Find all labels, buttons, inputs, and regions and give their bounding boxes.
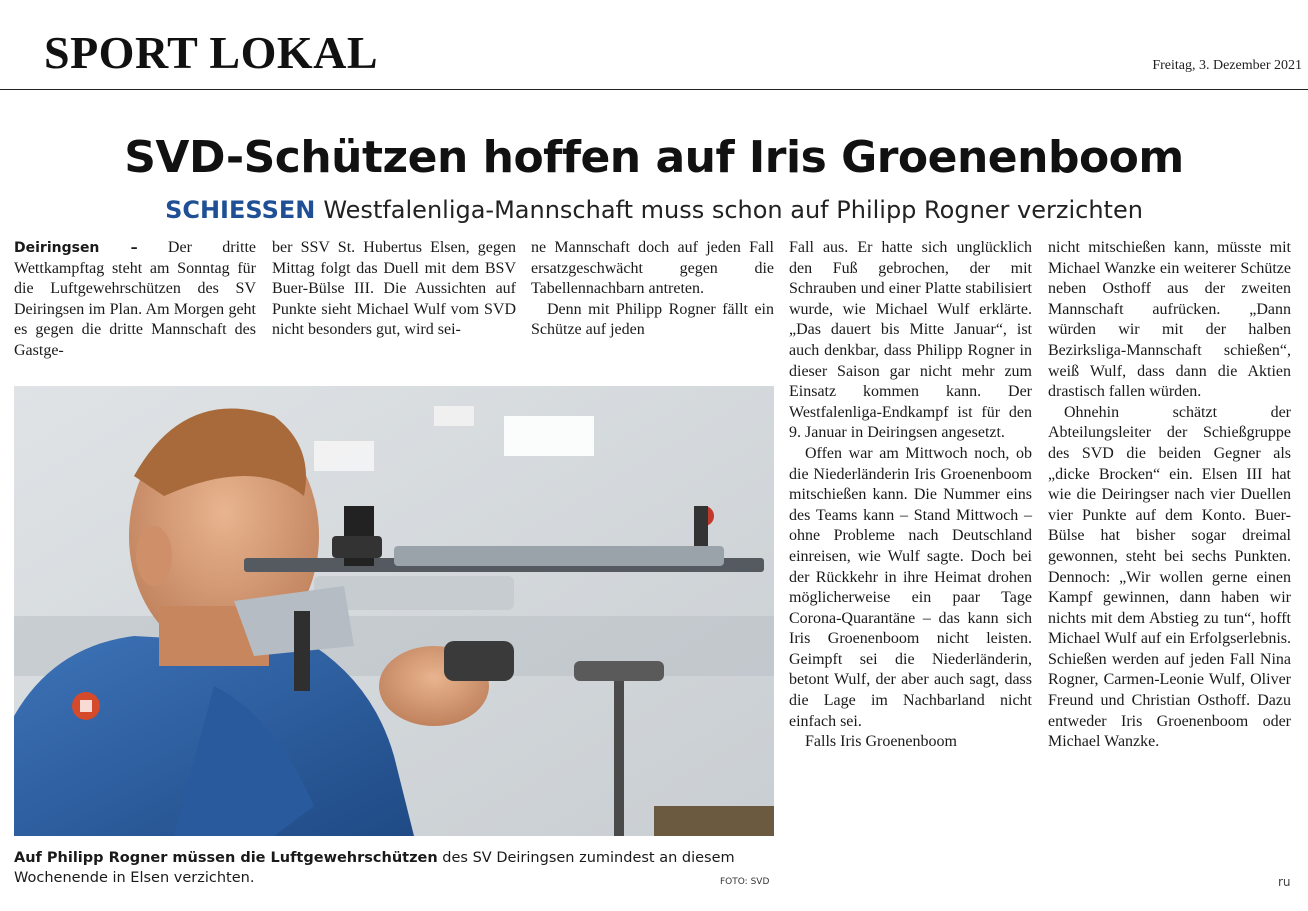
article-column-5	[1048, 238, 1291, 753]
kicker: SCHIESSEN	[165, 196, 316, 224]
paragraph: ne Mannschaft doch auf jeden Fall ersatzgeschwächt gegen die Tabellennachbarn antreten.	[531, 239, 774, 298]
headline: SVD-Schützen hoffen auf Iris Groenenboom	[124, 132, 1184, 183]
dateline: Deiringsen –	[14, 240, 138, 256]
author-initials: ru	[1278, 875, 1291, 889]
caption-bold: Auf Philipp Rogner müssen die Luftgewehrschützen	[14, 850, 438, 866]
lead-text: Der dritte Wettkampftag steht am Sonntag für die Luftgewehrschützen des SV Deiringsen im Plan. Am Morgen geht es gegen die dritte Mannschaft des Gastge-	[14, 239, 257, 359]
issue-date: Freitag, 3. Dezember 2021	[1152, 58, 1302, 73]
photo-caption	[14, 848, 774, 888]
paragraph: nicht mitschießen kann, müsste mit Michael Wanzke ein weiterer Schütze neben Osthoff aus der zweiten Mannschaft aufrücken. „Dann würden wir mit der halben Bezirksliga-Mannschaft schießen“, weiß Wulf, dass dann die Aktien drastisch fallen würden.	[1048, 239, 1291, 401]
subheadline-line	[0, 196, 1308, 224]
paragraph: ber SSV St. Hubertus Elsen, gegen Mittag folgt das Duell mit dem BSV Buer-Bülse III. Die Aussichten auf Punkte sieht Michael Wulf vom SVD nicht besonders gut, wird sei-	[272, 239, 516, 339]
paragraph: Falls Iris Groenenboom	[805, 733, 957, 751]
photo-credit: FOTO: SVD	[720, 877, 770, 887]
caption-rest: des SV Deiringsen zumindest an diesem Wochenende in Elsen verzichten.	[14, 850, 735, 886]
masthead-rule	[0, 89, 1308, 90]
section-title: SPORT LOKAL	[44, 27, 379, 78]
subheadline: Westfalenliga-Mannschaft muss schon auf Philipp Rogner verzichten	[323, 196, 1143, 224]
article-column-3	[531, 238, 774, 341]
paragraph: Ohnehin schätzt der Abteilungsleiter der Schießgruppe des SVD die beiden Gegner als „dicke Brocken“ ein. Elsen III hat wie die Deiringser nach vier Duellen vier Punkte auf dem Konto. Buer-Bülse hat bisher sogar dreimal gewonnen, steht bei sechs Punkten. Dennoch: „Wir wollen gerne einen Kampf gewinnen, dann haben wir nichts mit dem Abstieg zu tun“, hofft Michael Wulf auf ein Erfolgserlebnis. Schießen werden auf jeden Fall Nina Rogner, Carmen-Leonie Wulf, Oliver Freund und Christian Osthoff. Dazu entweder Iris Groenenboom oder Michael Wanzke.	[1048, 403, 1291, 751]
paragraph: Denn mit Philipp Rogner fällt ein Schütze auf jeden	[531, 300, 774, 339]
article-photo	[14, 386, 774, 836]
paragraph: Fall aus. Er hatte sich unglücklich den Fuß gebrochen, der mit Schrauben und einer Platte stabilisiert wurde, wie Michael Wulf erklärte. „Das dauert bis Mitte Januar“, ist auch denkbar, dass Philipp Rogner in dieser Saison gar nicht mehr zum Einsatz kommen kann. Der Westfalenliga-Endkampf ist für den 9. Januar in Deiringsen angesetzt.	[789, 239, 1032, 442]
article-column-4	[789, 238, 1032, 753]
article-column-1	[14, 238, 256, 362]
article-column-2	[272, 238, 516, 341]
paragraph: Offen war am Mittwoch noch, ob die Niederländerin Iris Groenenboom mitschießen kann. Die Nummer eins des Teams kann – Stand Mittwoch – ohne Probleme nach Deutschland einreisen, wie Wulf sagte. Doch bei der Rückkehr in ihre Heimat drohen möglicherweise ein paar Tage Corona-Quarantäne – das kann sich Iris Groenenboom nicht leisten. Geimpft sei die Niederländerin, betont Wulf, der aber auch sagt, dass die Lage im Nachbarland nicht einfach sei.	[789, 444, 1032, 730]
